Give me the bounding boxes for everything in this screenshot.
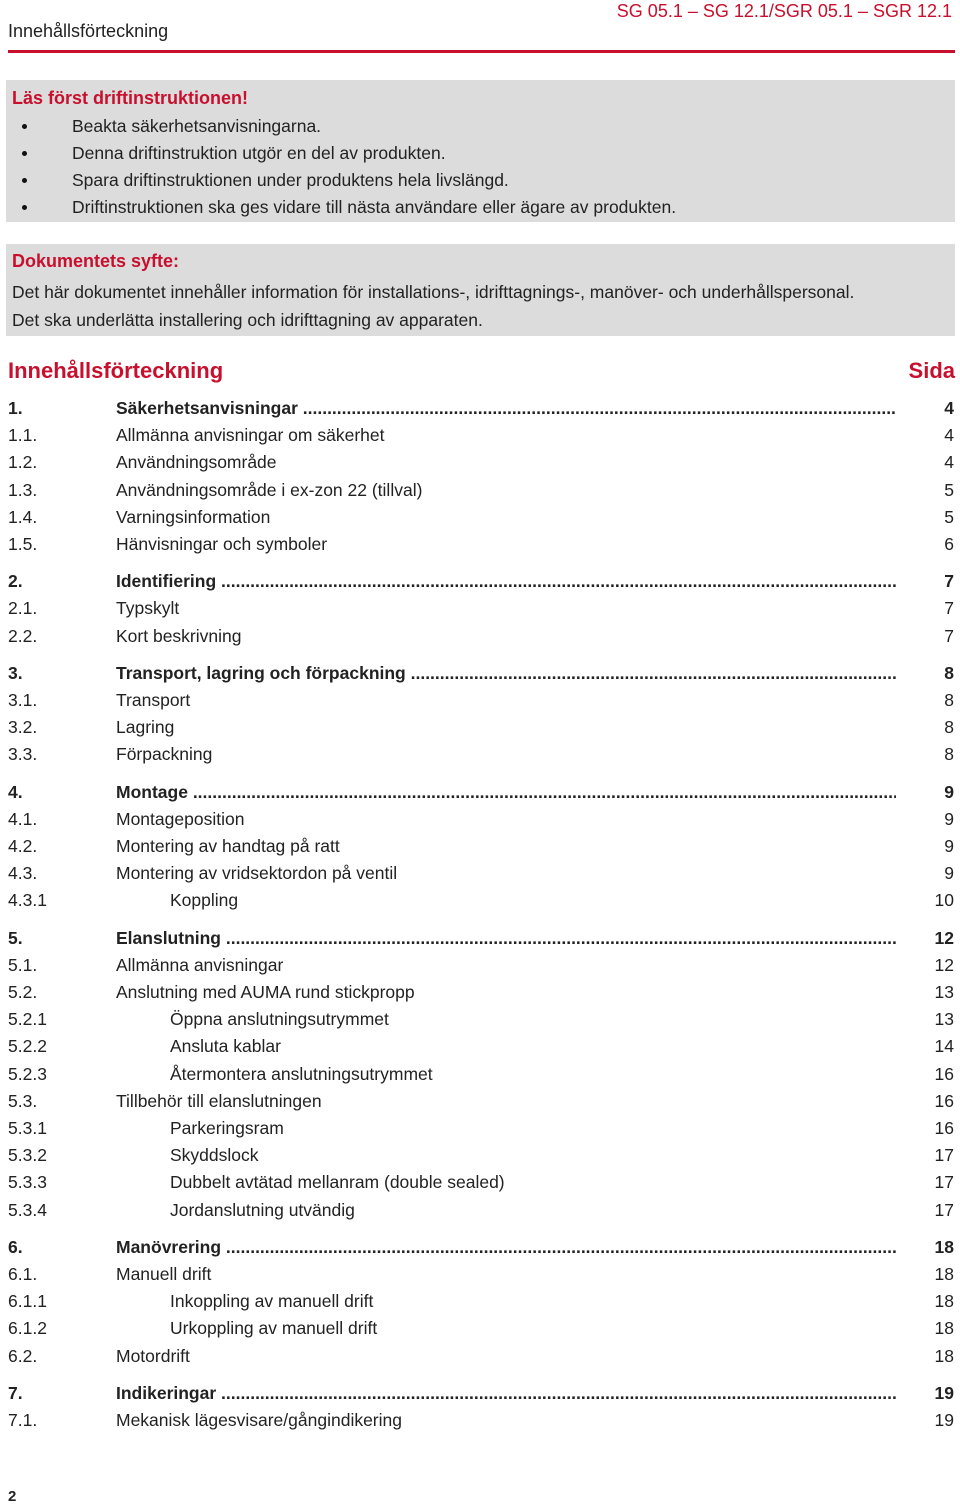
toc-entry-number: 1.3. [8,479,38,500]
toc-entry-title: Anslutning med AUMA rund stickpropp [116,982,415,1002]
toc-entry-number: 4.3.1 [8,890,47,911]
toc-entry-number: 5. [8,927,23,948]
notice-bullet-list [6,115,676,223]
toc-entry-number: 4.1. [8,808,38,829]
toc-entry-page: 19 [934,1410,954,1430]
toc-entry-page: 4 [944,398,954,418]
toc-entry[interactable] [8,1143,954,1167]
toc-entry[interactable] [8,478,954,502]
toc-entry[interactable] [8,1062,954,1086]
toc-title: Innehållsförteckning [8,358,224,383]
toc-entry-number: 6.2. [8,1345,38,1366]
toc-entry-number: 4.3. [8,863,38,884]
header-section-title: Innehållsförteckning [8,21,169,41]
toc-entry-title: Varningsinformation [116,506,271,527]
toc-entry-number: 5.2. [8,982,38,1002]
toc-entry-title: Parkeringsram [170,1118,284,1138]
toc-entry-number: 4. [8,781,23,802]
bullet-dot-icon [22,151,27,156]
toc-entry-title: Koppling [170,890,239,911]
toc-chapter-entry[interactable] [8,1381,954,1405]
toc-entry-number: 6.1.1 [8,1291,47,1312]
bullet-dot-icon [22,178,27,183]
toc-entry[interactable] [8,1408,954,1432]
toc-entry-page: 14 [934,1036,954,1057]
toc-entry-number: 2.1. [8,598,38,619]
toc-entry-number: 6.1.2 [8,1318,47,1339]
notice-bullet: Beakta säkerhetsanvisningarna. [6,115,676,142]
toc-entry[interactable] [8,1116,954,1140]
toc-entry[interactable] [8,1198,954,1222]
toc-entry-title: Identifiering ..... [116,569,896,593]
toc-entry[interactable] [8,423,954,447]
toc-entry-number: 5.3.2 [8,1145,47,1166]
page-header [0,0,960,60]
toc-entry-page: 16 [934,1063,954,1084]
toc-entry-page: 17 [934,1145,954,1166]
toc-entry-page: 18 [934,1318,954,1339]
toc-entry[interactable] [8,980,954,1004]
toc-chapter-entry[interactable] [8,569,954,593]
toc-entry-page: 16 [934,1118,954,1138]
toc-entry-page: 9 [944,781,954,802]
toc-entry[interactable] [8,1034,954,1058]
toc-entry-page: 8 [944,717,954,738]
toc-entry-page: 17 [934,1199,954,1220]
toc-entry-page: 13 [934,1009,954,1030]
toc-entry-title: Hänvisningar och symboler [116,534,328,554]
toc-entry-title: Förpackning [116,744,213,765]
toc-entry[interactable] [8,1262,954,1286]
toc-entry[interactable] [8,715,954,739]
purpose-line-2: Det ska underlätta installering och idrifttagning av apparaten. [12,310,483,330]
toc-entry-number: 2.2. [8,625,38,646]
toc-entry[interactable] [8,1089,954,1113]
toc-entry-number: 4.2. [8,836,38,856]
notice-bullet: Spara driftinstruktionen under produktens hela livslängd. [6,169,676,196]
toc-entry-page: 7 [944,625,954,646]
toc-chapter-entry[interactable] [8,1235,954,1259]
toc-entry-title: Skyddslock [170,1145,259,1166]
toc-entry[interactable] [8,532,954,556]
header-divider [8,50,955,53]
toc-entry-page: 6 [944,534,954,554]
toc-entry-number: 5.2.2 [8,1036,47,1057]
toc-entry-number: 5.3.4 [8,1199,47,1220]
toc-entry-page: 16 [934,1090,954,1111]
toc-entry[interactable] [8,1170,954,1194]
toc-entry-number: 5.3.3 [8,1172,47,1193]
toc-entry-page: 13 [934,982,954,1002]
notice-bullet: Driftinstruktionen ska ges vidare till nästa användare eller ägare av produkten. [6,196,676,223]
toc-entry-title: Urkoppling av manuell drift [170,1318,378,1339]
bullet-dot-icon [22,205,27,210]
toc-entry-title: Allmänna anvisningar [116,954,284,975]
toc-entry-number: 1.1. [8,425,38,446]
toc-chapter-entry[interactable] [8,396,954,420]
toc-entry-title: Elanslutning ..... [116,926,896,950]
toc-entry-title: Allmänna anvisningar om säkerhet [116,425,385,446]
toc-entry-title: Dubbelt avtätad mellanram (double sealed) [170,1172,505,1193]
header-model-title: SG 05.1 – SG 12.1/SGR 05.1 – SGR 12.1 [616,1,952,21]
toc-entry-page: 8 [944,662,954,683]
document-purpose [6,244,955,336]
toc-entry[interactable] [8,742,954,766]
toc-entry-number: 3. [8,662,23,683]
toc-entry-title: Öppna anslutningsutrymmet [170,1009,389,1030]
toc-entry-title: Säkerhetsanvisningar ..... [116,396,896,420]
toc-entry-page: 12 [934,954,954,975]
toc-entry-page: 4 [944,425,954,446]
toc-entry-page: 19 [934,1382,954,1403]
toc-entry-title: Typskylt [116,598,180,619]
toc-entry-page: 18 [934,1291,954,1312]
toc-entry-page: 18 [934,1236,954,1257]
page-number: 2 [8,1488,17,1505]
toc-entry-title: Manövrering ..... [116,1235,896,1259]
toc-entry[interactable] [8,1344,954,1368]
toc-entry[interactable] [8,505,954,529]
toc-entry[interactable] [8,861,954,885]
toc-entry-number: 2. [8,571,23,592]
toc-entry[interactable] [8,807,954,831]
toc-entry-number: 5.1. [8,954,38,975]
toc-entry-number: 1. [8,398,23,418]
toc-entry-page: 5 [944,479,954,500]
toc-entry-number: 1.5. [8,534,38,554]
toc-entry-title: Montering av vridsektordon på ventil [116,863,398,884]
toc-entry-title: Ansluta kablar [170,1036,281,1057]
notice-bullet: Denna driftinstruktion utgör en del av produkten. [6,142,676,169]
toc-entry[interactable] [8,888,954,912]
toc-entry[interactable] [8,1007,954,1031]
toc-entry-title: Användningsområde [116,452,277,473]
toc-entry-number: 7.1. [8,1410,38,1430]
purpose-line-1: Det här dokumentet innehåller information för installations-, idrifttagnings-, manöver- och underhållspersonal. [12,282,855,302]
toc-entry-page: 18 [934,1264,954,1284]
toc-entry-number: 5.2.3 [8,1063,47,1084]
toc-entry-title: Återmontera anslutningsutrymmet [170,1063,433,1084]
toc-entry-title: Mekanisk lägesvisare/gångindikering [116,1410,402,1430]
toc-entry-page: 7 [944,598,954,619]
toc-header [8,358,955,386]
toc-entry[interactable] [8,1289,954,1313]
toc-entry-number: 3.2. [8,717,38,738]
toc-entry-number: 6.1. [8,1264,38,1284]
toc-entry-title: Montage ..... [116,780,896,804]
toc-entry-number: 6. [8,1236,23,1257]
toc-entry-title: Inkoppling av manuell drift [170,1291,374,1312]
toc-entry[interactable] [8,953,954,977]
toc-entry-title: Manuell drift [116,1264,212,1284]
toc-entry-title: Transport [116,690,191,710]
toc-entry-title: Transport, lagring och förpackning ..... [116,661,896,685]
toc-entry-number: 5.3.1 [8,1118,47,1138]
notice-title: Läs först driftinstruktionen! [12,88,249,108]
toc-entry-number: 5.3. [8,1090,38,1111]
toc-entry[interactable] [8,624,954,648]
toc-entry-title: Montageposition [116,808,245,829]
toc-entry-number: 1.2. [8,452,38,473]
toc-entry-number: 3.1. [8,690,38,710]
toc-entry-number: 1.4. [8,506,38,527]
toc-entry-title: Kort beskrivning [116,625,242,646]
toc-entry-page: 5 [944,506,954,527]
read-first-notice [6,80,955,222]
toc-entry-page: 18 [934,1345,954,1366]
toc-entry[interactable] [8,834,954,858]
toc-entry-title: Tillbehör till elanslutningen [116,1090,322,1111]
toc-entry-page: 8 [944,744,954,765]
toc-chapter-entry[interactable] [8,926,954,950]
toc-entry[interactable] [8,596,954,620]
toc-entry-number: 3.3. [8,744,38,765]
toc-entry-title: Indikeringar ..... [116,1381,896,1405]
toc-page-label: Sida [908,358,955,383]
toc-entry-title: Motordrift [116,1345,190,1366]
toc-entry-page: 12 [934,927,954,948]
toc-entry-page: 10 [934,890,954,911]
toc-entry[interactable] [8,688,954,712]
bullet-dot-icon [22,124,27,129]
toc-entry-title: Lagring [116,717,175,738]
toc-entry-page: 9 [944,808,954,829]
toc-entry-page: 7 [944,571,954,592]
toc-entry-number: 7. [8,1382,23,1403]
toc-entry[interactable] [8,1316,954,1340]
toc-entry-title: Montering av handtag på ratt [116,836,340,856]
toc-entry-title: Användningsområde i ex-zon 22 (tillval) [116,479,423,500]
toc-entry-number: 5.2.1 [8,1009,47,1030]
toc-entry-page: 8 [944,690,954,710]
purpose-title: Dokumentets syfte: [12,251,180,271]
toc-chapter-entry[interactable] [8,780,954,804]
toc-entry-title: Jordanslutning utvändig [170,1199,355,1220]
toc-entry-page: 9 [944,836,954,856]
toc-entry-page: 4 [944,452,954,473]
toc-entry[interactable] [8,450,954,474]
toc-chapter-entry[interactable] [8,661,954,685]
toc-entry-page: 17 [934,1172,954,1193]
toc-entry-page: 9 [944,863,954,884]
